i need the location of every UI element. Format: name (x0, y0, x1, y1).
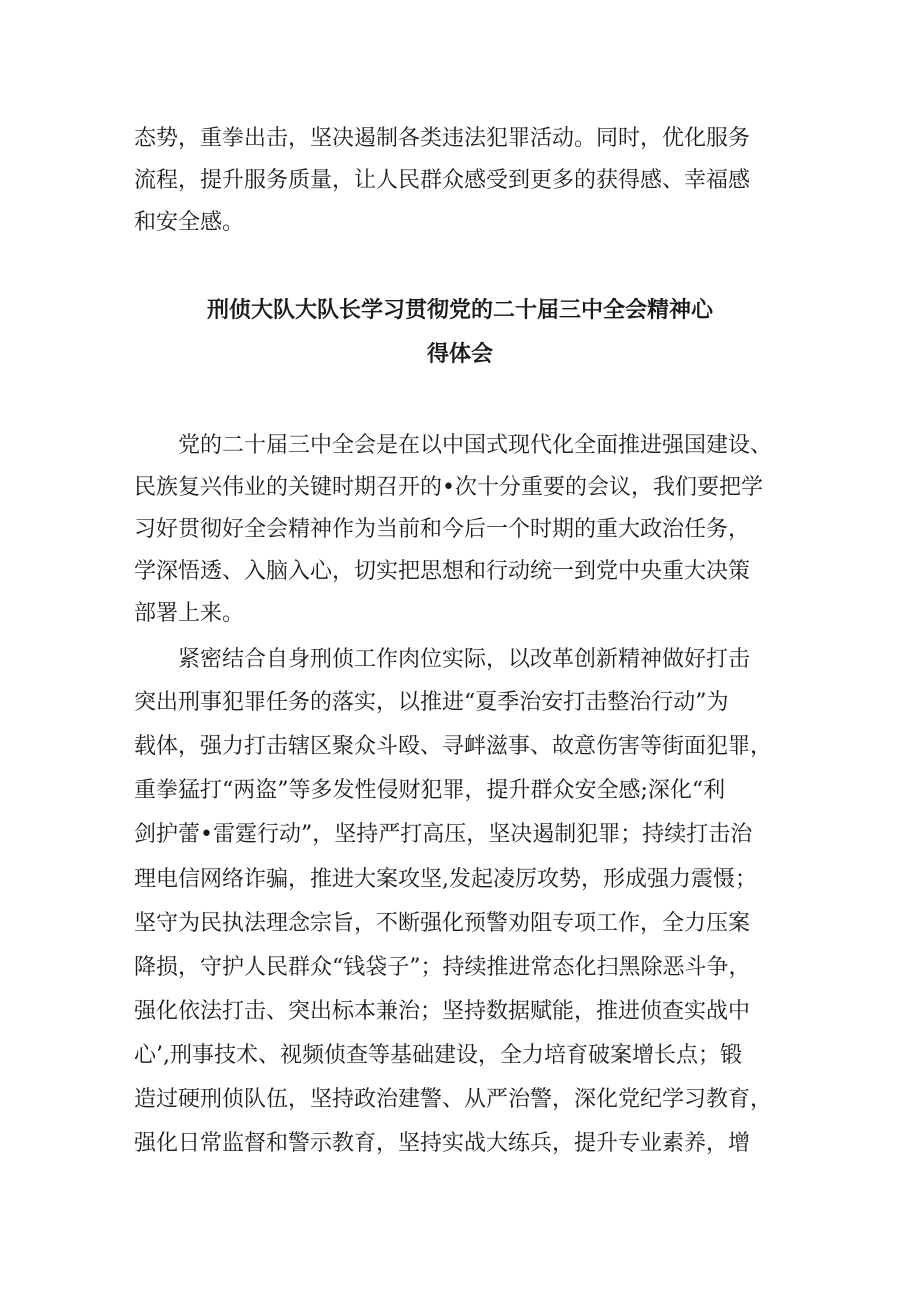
text-line: 和安全感。 (134, 210, 245, 235)
text-line: 载体，强力打击辖区聚众斗殴、寻衅滋事、故意伤害等街面犯罪， (134, 734, 773, 759)
text-line: 剑护蕾•雷霆行动”，坚持严打高压，坚决遏制犯罪；持续打击治 (134, 822, 753, 847)
text-line: 态势，重拳出击，坚决遏制各类违法犯罪活动。同时，优化服务 (134, 126, 751, 151)
text-line: 学深悟透、入脑入心，切实把思想和行动统一到党中央重大决策 (134, 559, 751, 584)
text-line: 强化日常监督和警示教育，坚持实战大练兵，提升专业素养，增 (134, 1131, 751, 1156)
text-line: 党的二十届三中全会是在以中国式现代化全面推进强国建设、 (178, 433, 773, 458)
text-line: 重拳猛打“两盗”等多发性侵财犯罪，提升群众安全感;深化“利 (134, 778, 726, 803)
text-line: 降损，守护人民群众“钱袋子”；持续推进常态化扫黑除恶斗争， (134, 955, 751, 980)
text-line: 流程，提升服务质量，让人民群众感受到更多的获得感、幸福感 (134, 168, 751, 193)
text-line: 强化依法打击、突出标本兼治；坚持数据赋能，推进侦查实战中 (134, 999, 751, 1024)
text-line: 习好贯彻好全会精神作为当前和今后一个时期的重大政治任务， (134, 517, 751, 542)
text-line: 突出刑事犯罪任务的落实，以推进“夏季治安打击整治行动”为 (134, 690, 729, 715)
text-line: 部署上来。 (134, 601, 245, 626)
title-line: 得体会 (426, 342, 493, 367)
text-line: 理电信网络诈骗，推进大案攻坚,发起凌厉攻势，形成强力震慑； (134, 867, 757, 892)
text-line: 心’,刑事技术、视频侦查等基础建设，全力培育破案增长点；锻 (134, 1043, 742, 1068)
text-line: 坚守为民执法理念宗旨，不断强化预警劝阻专项工作，全力压案 (134, 911, 751, 936)
title-line: 刑侦大队大队长学习贯彻党的二十届三中全会精神心 (206, 298, 713, 323)
text-line: 民族复兴伟业的关键时期召开的•次十分重要的会议，我们要把学 (134, 475, 763, 500)
text-line: 造过硬刑侦队伍，坚持政治建警、从严治警，深化党纪学习教育， (134, 1087, 773, 1112)
text-line: 紧密结合自身刑侦工作肉位实际，以改革创新精神做好打击 (178, 647, 751, 672)
